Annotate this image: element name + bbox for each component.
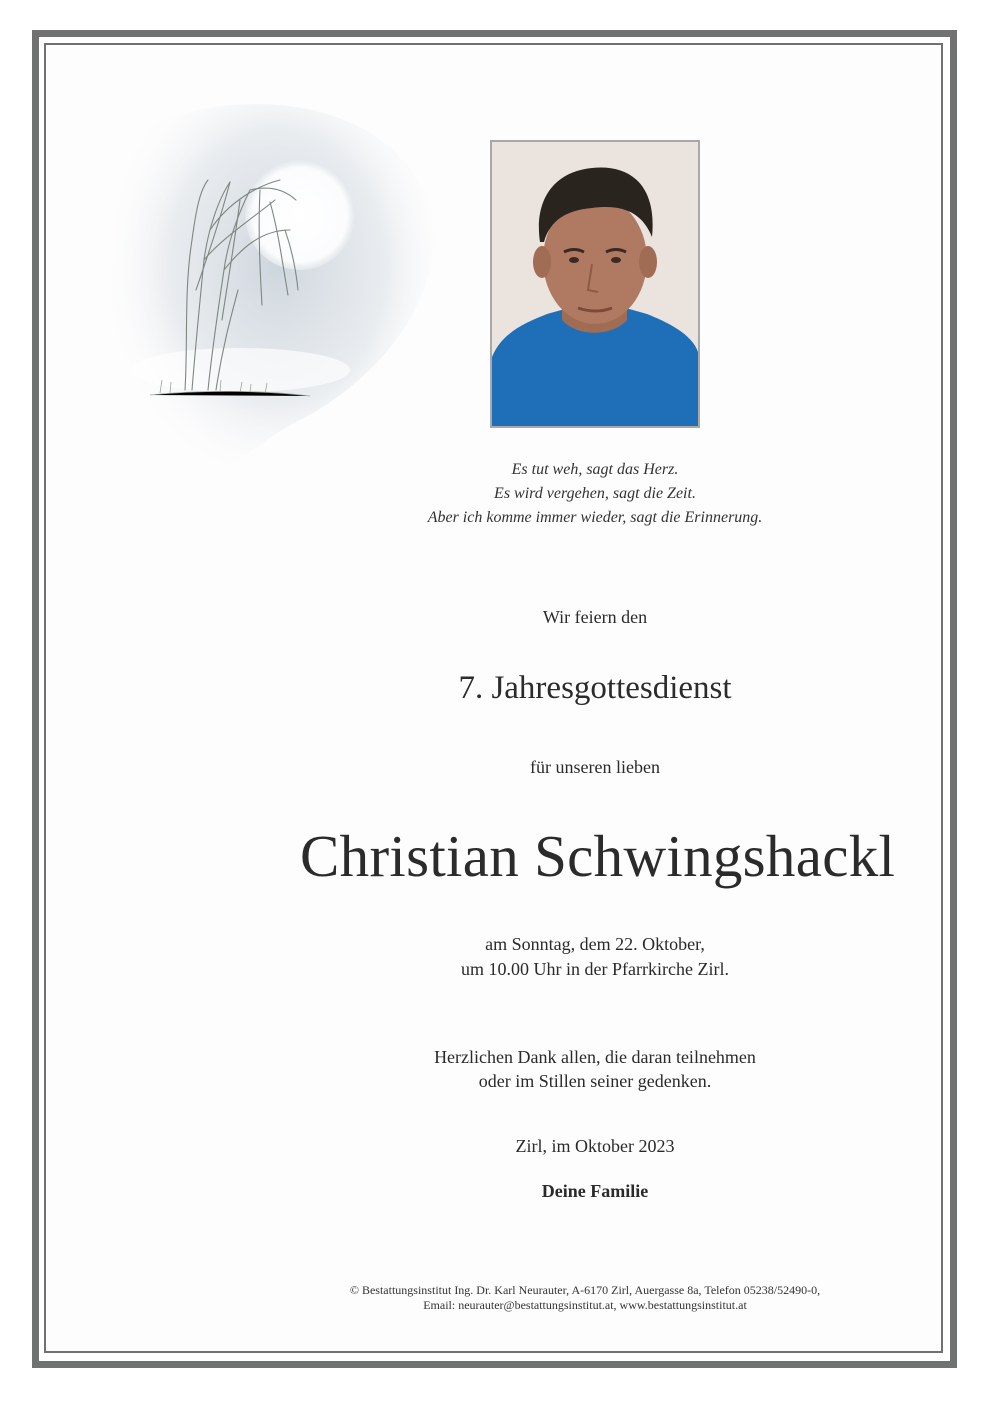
for-text: für unseren lieben — [530, 757, 660, 777]
poem-line: Es wird vergehen, sagt die Zeit. — [494, 485, 696, 502]
location-line: um 10.00 Uhr in der Pfarrkirche Zirl. — [461, 959, 729, 979]
footer-line: Email: neurauter@bestattungsinstitut.at, www.bestattungsinstitut.at — [423, 1298, 747, 1312]
service-title: 7. Jahresgottesdienst — [458, 670, 732, 706]
footer-line: © Bestattungsinstitut Ing. Dr. Karl Neurauter, A-6170 Zirl, Auergasse 8a, Telefon 05238/52490-0, — [349, 1283, 821, 1297]
poem-line: Es tut weh, sagt das Herz. — [511, 461, 679, 478]
intro-text: Wir feiern den — [542, 607, 648, 627]
footer-imprint — [270, 1283, 900, 1313]
deceased-name: Christian Schwingshackl — [300, 823, 896, 889]
signature: Deine Familie — [541, 1181, 649, 1201]
portrait-figure — [492, 142, 698, 426]
portrait-photo — [490, 140, 700, 428]
thanks-line: Herzlichen Dank allen, die daran teilnehmen — [434, 1047, 756, 1067]
date-line: am Sonntag, dem 22. Oktober, — [485, 934, 705, 954]
moon-icon — [245, 160, 355, 270]
memorial-poem — [300, 458, 890, 530]
thanks-text — [300, 1045, 890, 1093]
place-date: Zirl, im Oktober 2023 — [515, 1136, 675, 1156]
service-date-location — [300, 932, 890, 982]
thanks-line: oder im Stillen seiner gedenken. — [478, 1071, 712, 1091]
poem-line: Aber ich komme immer wieder, sagt die Erinnerung. — [427, 509, 763, 526]
